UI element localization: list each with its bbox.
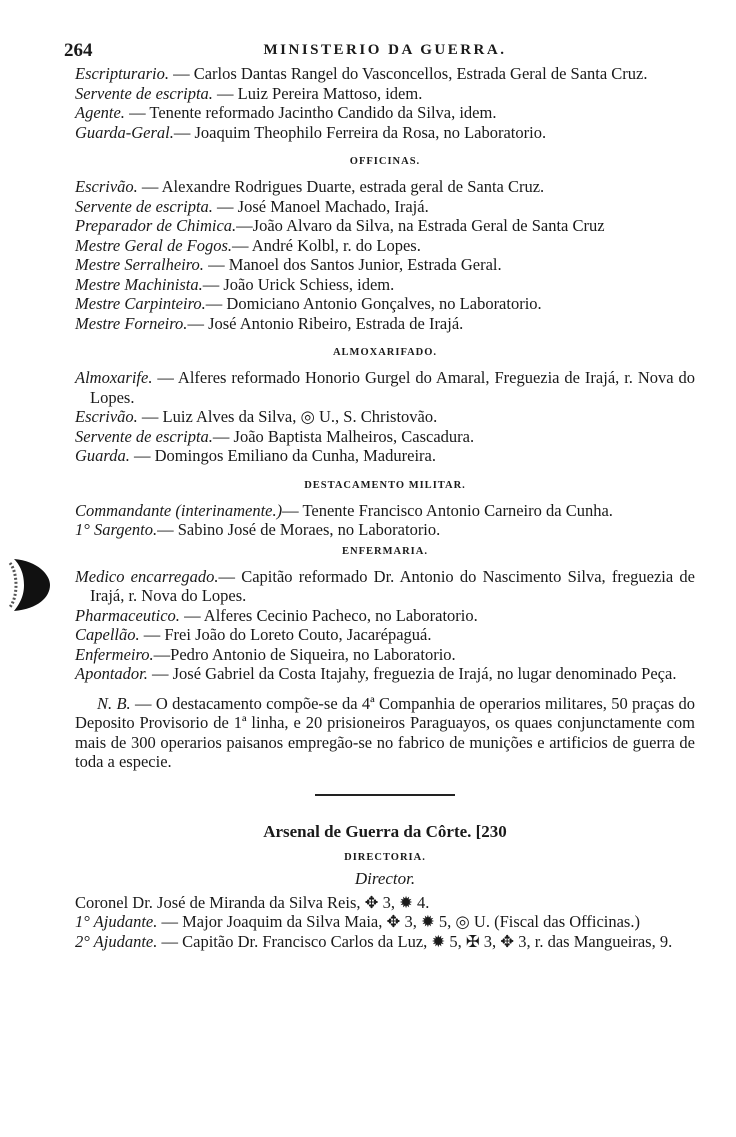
entry-text: — André Kolbl, r. do Lopes.	[232, 235, 421, 255]
list-item	[75, 932, 695, 952]
nota-text: — O destacamento compõe-se da 4ª Companhia de operarios militares, 50 praças do Deposito Provisorio de 1ª linha, e 20 prisioneiros Paraguayos, os quaes conjunctamente com mais de 300 operarios paisanos empregão-se no fabrico de munições e artificios de guerra de toda a especie.	[75, 693, 695, 771]
entry-text: — Domingos Emiliano da Cunha, Madureira.	[129, 446, 436, 465]
entry-label: Apontador.	[75, 664, 148, 683]
list-item	[75, 407, 695, 427]
list-item	[75, 84, 695, 104]
entry-label: 1° Ajudante.	[75, 912, 158, 931]
entry-label: Enfermeiro.	[75, 644, 154, 664]
enfermaria-list	[75, 567, 695, 684]
entry-label: Almoxarife.	[75, 368, 153, 387]
list-item	[75, 123, 695, 143]
entry-label: Escrivão.	[75, 407, 138, 426]
document-page	[64, 40, 695, 951]
list-item	[75, 567, 695, 606]
entry-label: Mestre Geral de Fogos.	[75, 235, 233, 255]
entry-text: — Joaquim Theophilo Ferreira da Rosa, no Laboratorio.	[173, 122, 547, 142]
entry-text: — Alferes Cecinio Pacheco, no Laboratorio.	[179, 605, 478, 625]
section-heading-enfermaria: ENFERMARIA.	[342, 545, 428, 557]
entry-label: Escrivão.	[75, 177, 138, 196]
entry-text: — Domiciano Antonio Gonçalves, no Laboratorio.	[205, 294, 542, 313]
arsenal-title: Arsenal de Guerra da Côrte. [230	[263, 821, 507, 841]
section-heading-officinas: OFFICINAS.	[349, 156, 421, 167]
entry-label: Servente de escripta.	[75, 426, 213, 446]
list-item	[75, 197, 695, 217]
list-item	[75, 294, 695, 314]
entry-text: — Manoel dos Santos Junior, Estrada Geral.	[203, 255, 502, 274]
destacamento-list	[75, 501, 695, 540]
section-heading-almoxarifado: ALMOXARIFADO.	[332, 347, 438, 358]
entry-label: Mestre Serralheiro.	[75, 255, 204, 274]
entry-text: —Pedro Antonio de Siqueira, no Laboratorio.	[153, 644, 456, 664]
entry-text: — José Gabriel da Costa Itajahy, freguezia de Irajá, no lugar denominado Peça.	[147, 664, 677, 683]
page-number: 264	[64, 40, 93, 61]
almoxarifado-list	[75, 368, 695, 466]
entry-text: — Frei João do Loreto Couto, Jacarépaguá.	[139, 625, 432, 644]
entry-label: Mestre Carpinteiro.	[75, 294, 206, 313]
entry-text: — José Manoel Machado, Irajá.	[212, 196, 429, 216]
entry-label: Capellão.	[75, 625, 140, 644]
list-item	[75, 625, 695, 645]
entry-text: — Capitão reformado Dr. Antonio do Nascimento Silva, freguezia de Irajá, r. Nova do Lopes.	[90, 566, 695, 605]
list-item	[75, 606, 695, 626]
list-item	[75, 103, 695, 123]
section-divider	[315, 794, 455, 796]
list-item	[75, 275, 695, 295]
directoria-list	[75, 893, 695, 952]
entry-label: Servente de escripta.	[75, 83, 213, 103]
printer-ornament-image	[8, 555, 52, 615]
entry-text: —João Alvaro da Silva, na Estrada Geral de Santa Cruz	[236, 216, 605, 235]
entry-label: Medico encarregado.	[75, 566, 219, 586]
list-item	[75, 893, 695, 913]
entry-label: 2° Ajudante.	[75, 931, 158, 951]
entry-label: Commandante (interinamente.)	[75, 500, 283, 520]
list-item	[75, 314, 695, 334]
nota-label: N. B.	[97, 693, 131, 713]
entry-label: Servente de escripta.	[75, 196, 213, 216]
list-item	[75, 236, 695, 256]
entry-label: Guarda.	[75, 446, 130, 465]
entry-text: — João Urick Schiess, idem.	[202, 274, 395, 294]
entry-label: 1° Sargento.	[75, 520, 158, 539]
list-item	[75, 216, 695, 236]
entry-text: — José Antonio Ribeiro, Estrada de Irajá.	[187, 313, 464, 333]
entry-text: — Tenente reformado Jacintho Candido da Silva, idem.	[124, 103, 497, 122]
section-heading-directoria: DIRECTORIA.	[344, 851, 426, 863]
list-item	[75, 427, 695, 447]
entry-label: Preparador de Chimica.	[75, 216, 237, 235]
page-header	[64, 40, 695, 64]
entry-label: Pharmaceutico.	[75, 605, 180, 625]
top-entries	[75, 64, 695, 142]
entry-text: — Luiz Pereira Mattoso, idem.	[212, 83, 423, 103]
list-item	[75, 177, 695, 197]
entry-text: — Capitão Dr. Francisco Carlos da Luz, ✹ 5, ✠ 3, ✥ 3, r. das Mangueiras, 9.	[157, 931, 673, 951]
entry-text: — Alferes reformado Honorio Gurgel do Amaral, Freguezia de Irajá, r. Nova do Lopes.	[90, 368, 695, 407]
entry-text: — Luiz Alves da Silva, ◎ U., S. Christovão.	[137, 407, 438, 426]
entry-label: Agente.	[75, 103, 125, 122]
running-title: MINISTERIO DA GUERRA.	[263, 42, 507, 58]
officinas-list	[75, 177, 695, 333]
entry-text: — João Baptista Malheiros, Cascadura.	[212, 426, 475, 446]
list-item	[75, 912, 695, 932]
entry-text: — Major Joaquim da Silva Maia, ✥ 3, ✹ 5, ◎ U. (Fiscal das Officinas.)	[157, 912, 640, 931]
list-item	[75, 255, 695, 275]
entry-label: Mestre Machinista.	[75, 274, 203, 294]
entry-label: Mestre Forneiro.	[75, 313, 188, 333]
list-item	[75, 64, 695, 84]
entry-label: Escripturario.	[75, 64, 169, 83]
list-item	[75, 368, 695, 407]
entry-label: Guarda-Geral.	[75, 122, 174, 142]
entry-text: — Carlos Dantas Rangel do Vasconcellos, Estrada Geral de Santa Cruz.	[168, 64, 648, 83]
list-item	[75, 446, 695, 466]
list-item	[75, 501, 695, 521]
nota-bene-paragraph	[75, 694, 695, 772]
list-item	[75, 520, 695, 540]
director-heading: Director.	[354, 868, 416, 888]
entry-text: — Alexandre Rodrigues Duarte, estrada geral de Santa Cruz.	[137, 177, 545, 196]
list-item	[75, 645, 695, 665]
entry-text: Coronel Dr. José de Miranda da Silva Reis, ✥ 3, ✹ 4.	[75, 892, 430, 912]
entry-text: — Sabino José de Moraes, no Laboratorio.	[157, 520, 441, 539]
section-heading-destacamento: DESTACAMENTO MILITAR.	[304, 479, 466, 491]
list-item	[75, 664, 695, 684]
entry-text: — Tenente Francisco Antonio Carneiro da Cunha.	[282, 500, 613, 520]
